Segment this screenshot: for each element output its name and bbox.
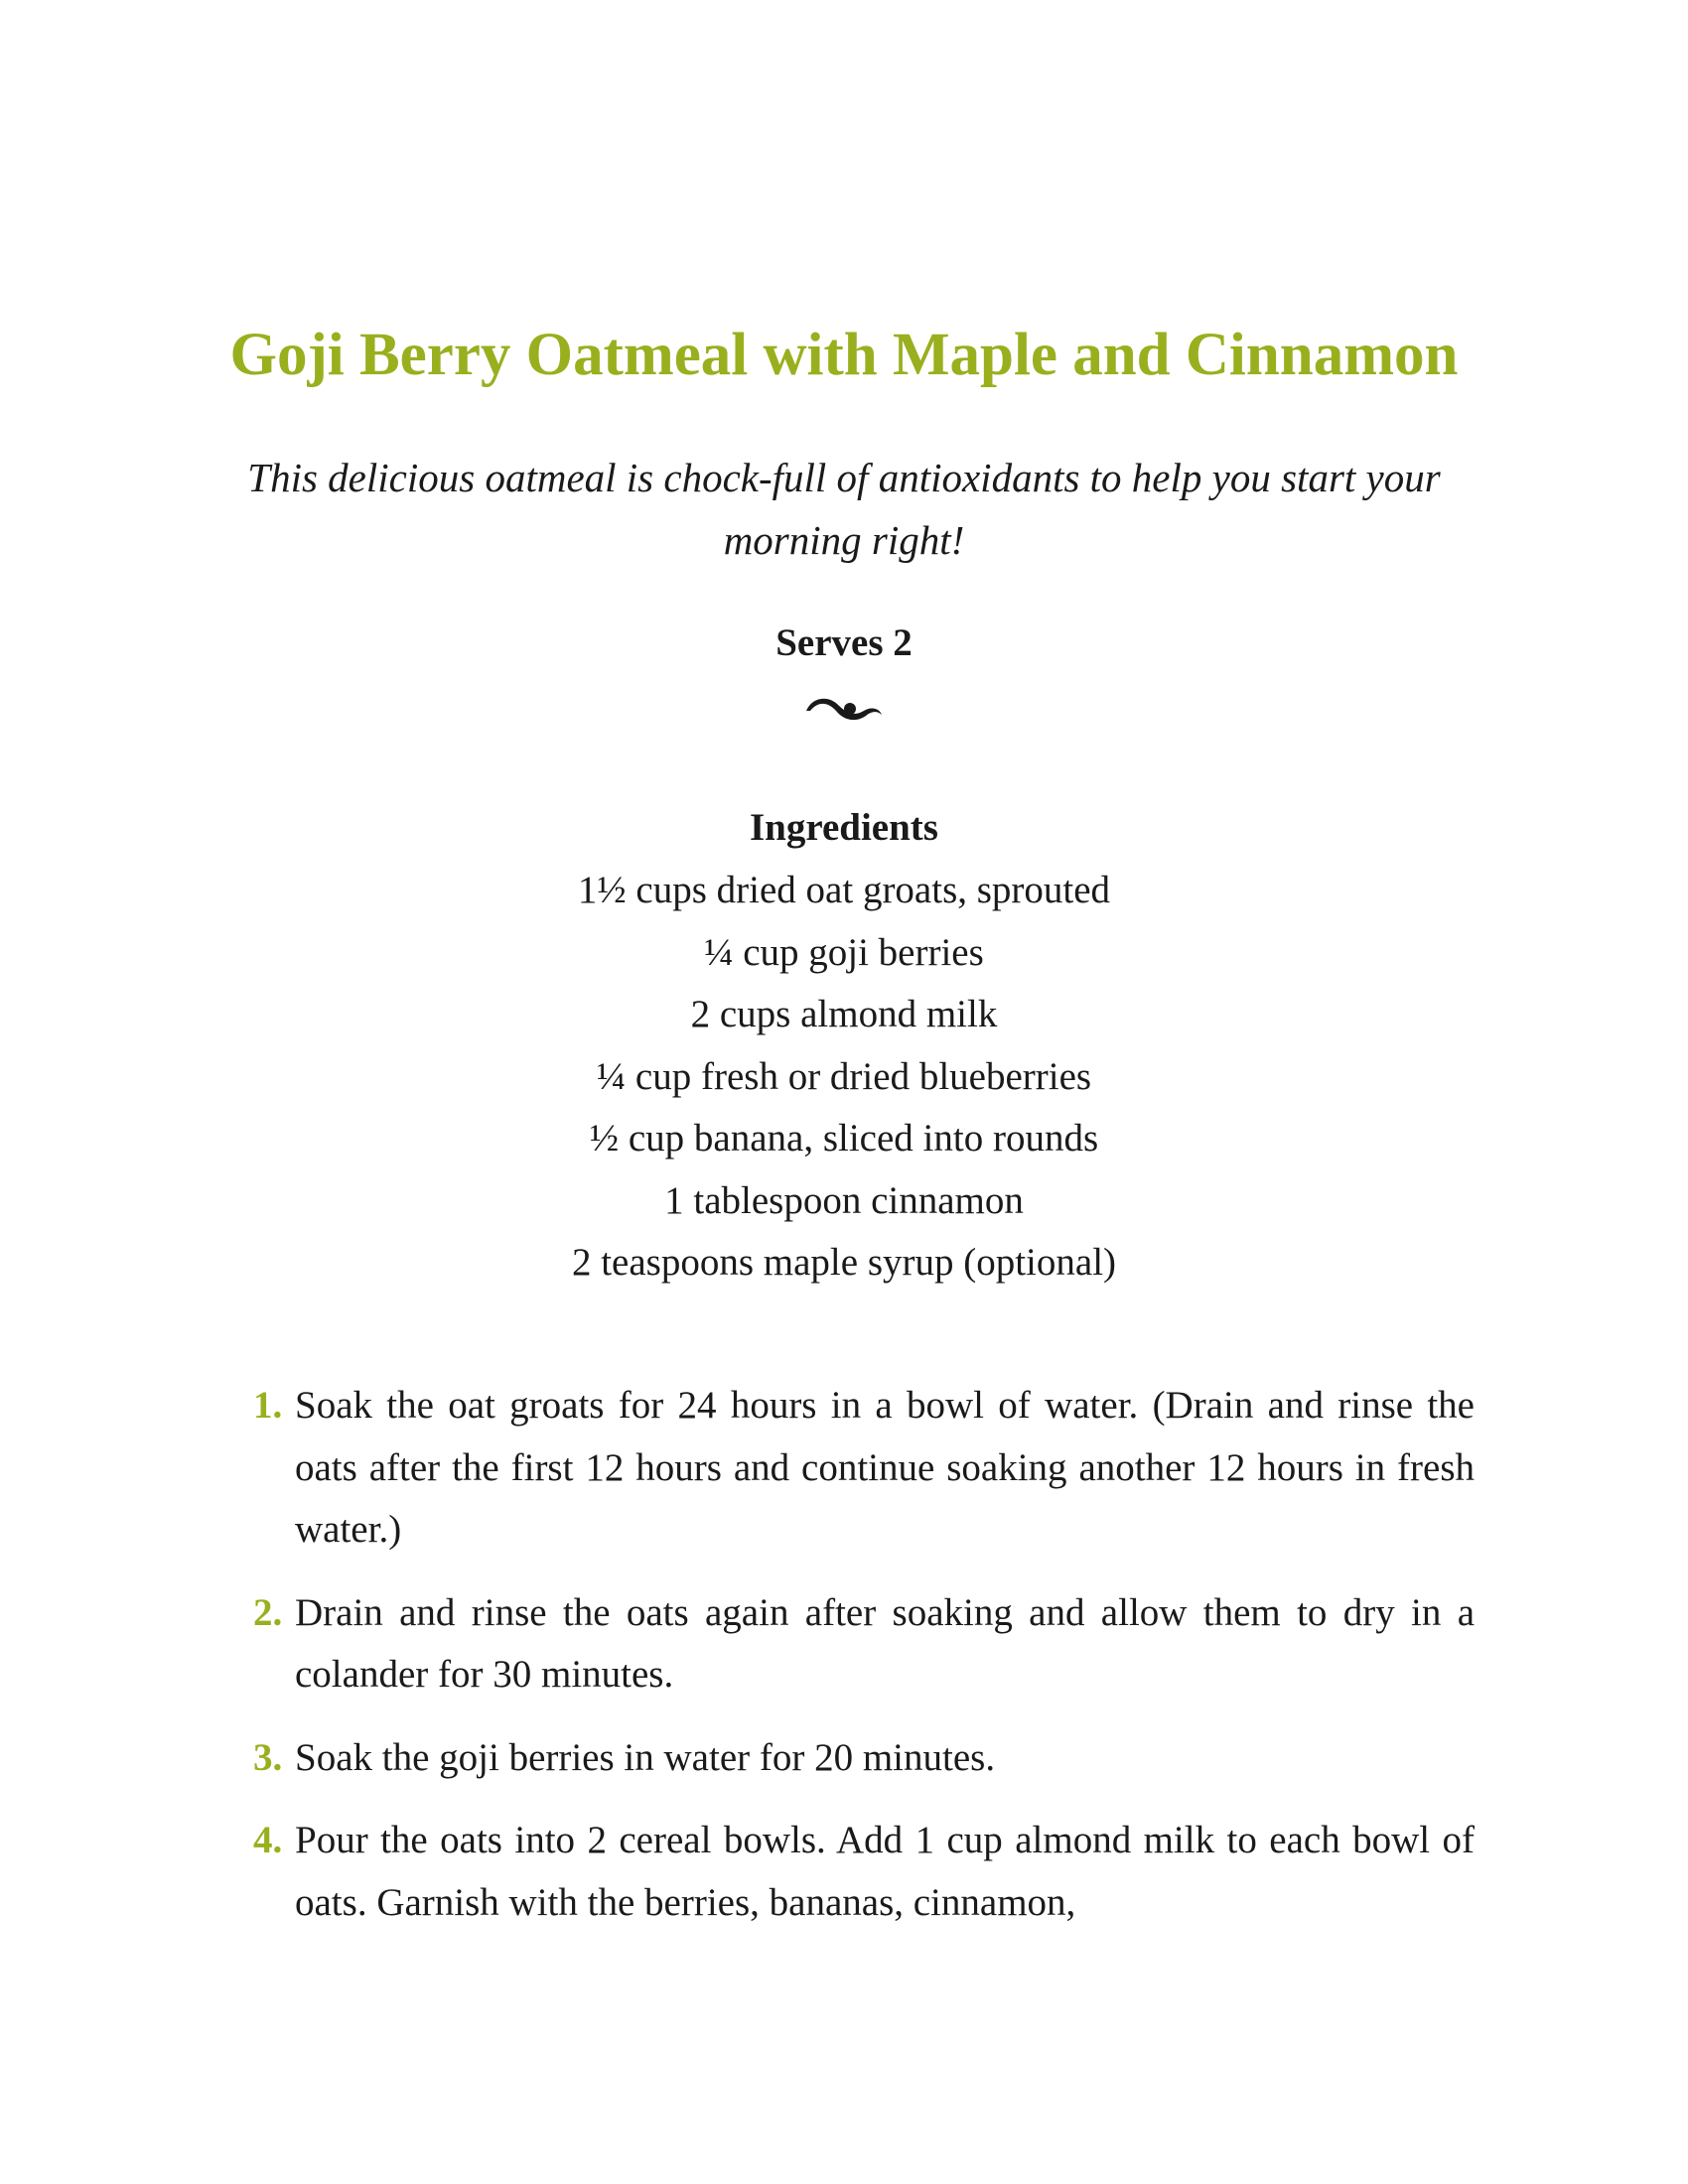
direction-step (248, 1582, 1475, 1706)
ingredients-heading: Ingredients (750, 806, 938, 849)
step-text: Pour the oats into 2 cereal bowls. Add 1 cup almond milk to each bowl of oats. Garnish with the berries, bananas, cinnamon, (295, 1819, 1475, 1924)
ingredient-item: 1 tablespoon cinnamon (664, 1178, 1024, 1222)
ingredient-item: ¼ cup goji berries (704, 930, 984, 974)
swash-ornament-icon (802, 689, 886, 727)
ingredient-item: 1½ cups dried oat groats, sprouted (577, 869, 1111, 911)
step-text: Drain and rinse the oats again after soaking and allow them to dry in a colander for 30 minutes. (295, 1590, 1475, 1696)
direction-step (248, 1810, 1475, 1934)
servings-label: Serves 2 (775, 621, 913, 664)
step-number: 3. (253, 1735, 283, 1779)
ingredient-item: ½ cup banana, sliced into rounds (589, 1117, 1099, 1160)
ingredient-item: 2 cups almond milk (690, 993, 998, 1035)
directions-list (248, 1375, 1475, 1955)
ingredient-item: 2 teaspoons maple syrup (optional) (571, 1241, 1117, 1284)
step-text: Soak the goji berries in water for 20 minutes. (295, 1735, 996, 1779)
ingredients-list (348, 860, 1340, 1295)
recipe-title: Goji Berry Oatmeal with Maple and Cinnamon (229, 322, 1459, 388)
step-number: 1. (253, 1384, 283, 1427)
direction-step (248, 1727, 1475, 1790)
step-number: 2. (253, 1590, 283, 1634)
step-number: 4. (253, 1819, 283, 1861)
ingredient-item: ¼ cup fresh or dried blueberries (596, 1054, 1092, 1098)
step-text: Soak the oat groats for 24 hours in a bowl of water. (Drain and rinse the oats after the first 12 hours and continue soaking another 12 hours in fresh water.) (295, 1384, 1475, 1551)
direction-step (248, 1375, 1475, 1562)
recipe-intro: This delicious oatmeal is chock-full of antioxidants to help you start your morning right! (247, 455, 1441, 563)
